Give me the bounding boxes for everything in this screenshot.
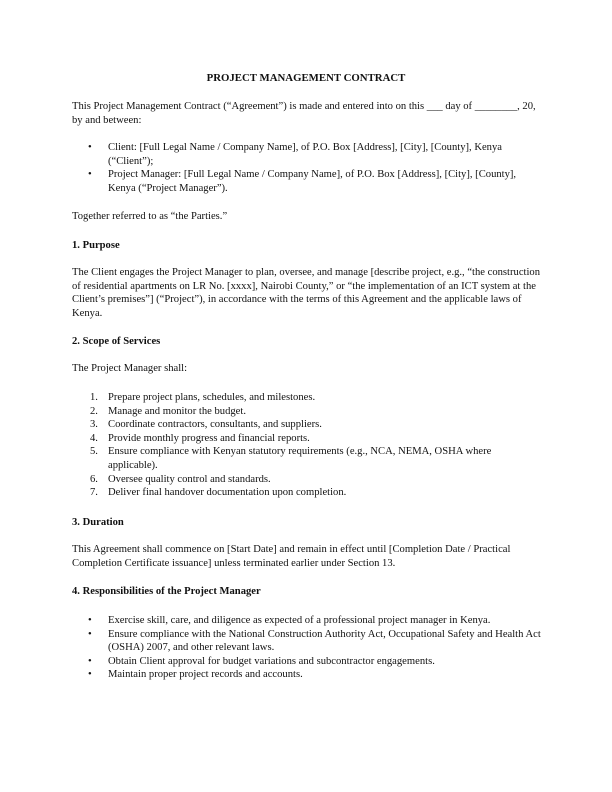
scope-lead-paragraph: The Project Manager shall: [72, 363, 188, 374]
section-heading-scope: 2. Scope of Services [72, 336, 161, 347]
scope-list [72, 391, 542, 500]
list-number: 7. [90, 487, 98, 499]
responsibility-text: Exercise skill, care, and diligence as expected of a professional project manager in Kenya. [108, 615, 491, 626]
bullet-icon: • [88, 169, 92, 181]
together-block [72, 210, 542, 224]
responsibility-text: Maintain proper project records and accounts. [108, 669, 303, 681]
section-purpose-heading-block [72, 239, 542, 253]
bullet-icon: • [88, 142, 92, 153]
scope-item-text: Manage and monitor the budget. [108, 405, 246, 417]
bullet-icon: • [88, 669, 92, 681]
scope-item [72, 473, 542, 487]
party-text: Client: [Full Legal Name / Company Name], of P.O. Box [Address], [City], [County], Kenya (“Client”); [108, 142, 502, 167]
bullet-icon: • [88, 628, 92, 640]
list-number: 6. [90, 473, 98, 485]
responsibility-text: Ensure compliance with the National Construction Authority Act, Occupational Safety and Health Act (OSHA) 2007, and other relevant laws. [108, 628, 541, 654]
responsibilities-list [72, 614, 542, 682]
responsibility-item [72, 668, 542, 682]
scope-item-text: Oversee quality control and standards. [108, 473, 271, 485]
responsibility-item [72, 614, 542, 628]
bullet-icon: • [88, 615, 92, 626]
purpose-paragraph: The Client engages the Project Manager to plan, oversee, and manage [describe project, e.g., “the construction of residential apartments on LR No. [xxxx], Nairobi County,” or “the implementation of an ICT system at the Client’s premises”] (“Project”), in accordance with the terms of this Agreement and the applicable laws of Kenya. [72, 267, 541, 319]
list-number: 1. [90, 392, 98, 403]
list-number: 2. [90, 405, 98, 417]
scope-item-text: Provide monthly progress and financial reports. [108, 432, 310, 444]
responsibility-text: Obtain Client approval for budget variations and subcontractor engagements. [108, 655, 435, 667]
scope-item-text: Prepare project plans, schedules, and milestones. [108, 392, 316, 403]
scope-item-text: Coordinate contractors, consultants, and suppliers. [108, 419, 322, 431]
section-purpose-body-block [72, 266, 542, 320]
party-item-client [72, 141, 542, 168]
together-paragraph: Together referred to as “the Parties.” [72, 211, 228, 222]
responsibility-item [72, 655, 542, 669]
scope-item [72, 486, 542, 500]
bullet-icon: • [88, 655, 92, 667]
list-number: 3. [90, 419, 98, 431]
scope-item [72, 391, 542, 405]
duration-paragraph: This Agreement shall commence on [Start Date] and remain in effect until [Completion Date / Practical Completion Certificate issuance] unless terminated earlier under Section 13. [72, 544, 511, 569]
scope-lead-block [72, 362, 542, 376]
document-title: PROJECT MANAGEMENT CONTRACT [206, 72, 406, 84]
party-text: Project Manager: [Full Legal Name / Company Name], of P.O. Box [Address], [City], [County], Kenya (“Project Manager”). [108, 169, 517, 194]
section-responsibilities-heading-block [72, 585, 542, 599]
scope-item [72, 418, 542, 432]
section-heading-duration: 3. Duration [72, 517, 124, 528]
intro-block [72, 100, 542, 127]
list-number: 4. [90, 432, 98, 444]
section-heading-responsibilities: 4. Responsibilities of the Project Manager [72, 586, 261, 597]
scope-item [72, 445, 542, 472]
scope-list-block [72, 391, 542, 500]
scope-item [72, 432, 542, 446]
parties-list-block [72, 141, 542, 195]
section-scope-heading-block [72, 335, 542, 349]
section-duration-body-block [72, 543, 542, 570]
scope-item-text: Deliver final handover documentation upon completion. [108, 487, 347, 499]
scope-item [72, 405, 542, 419]
party-item-project-manager [72, 168, 542, 195]
list-number: 5. [90, 446, 98, 458]
scope-item-text: Ensure compliance with Kenyan statutory requirements (e.g., NCA, NEMA, OSHA where applicable). [108, 446, 492, 471]
responsibility-item [72, 628, 542, 655]
intro-paragraph: This Project Management Contract (“Agreement”) is made and entered into on this ___ day of ________, 20, by and between: [72, 101, 536, 126]
section-heading-purpose: 1. Purpose [72, 240, 120, 251]
responsibilities-list-block [72, 614, 542, 682]
parties-list [72, 141, 542, 195]
section-duration-heading-block [72, 516, 542, 530]
